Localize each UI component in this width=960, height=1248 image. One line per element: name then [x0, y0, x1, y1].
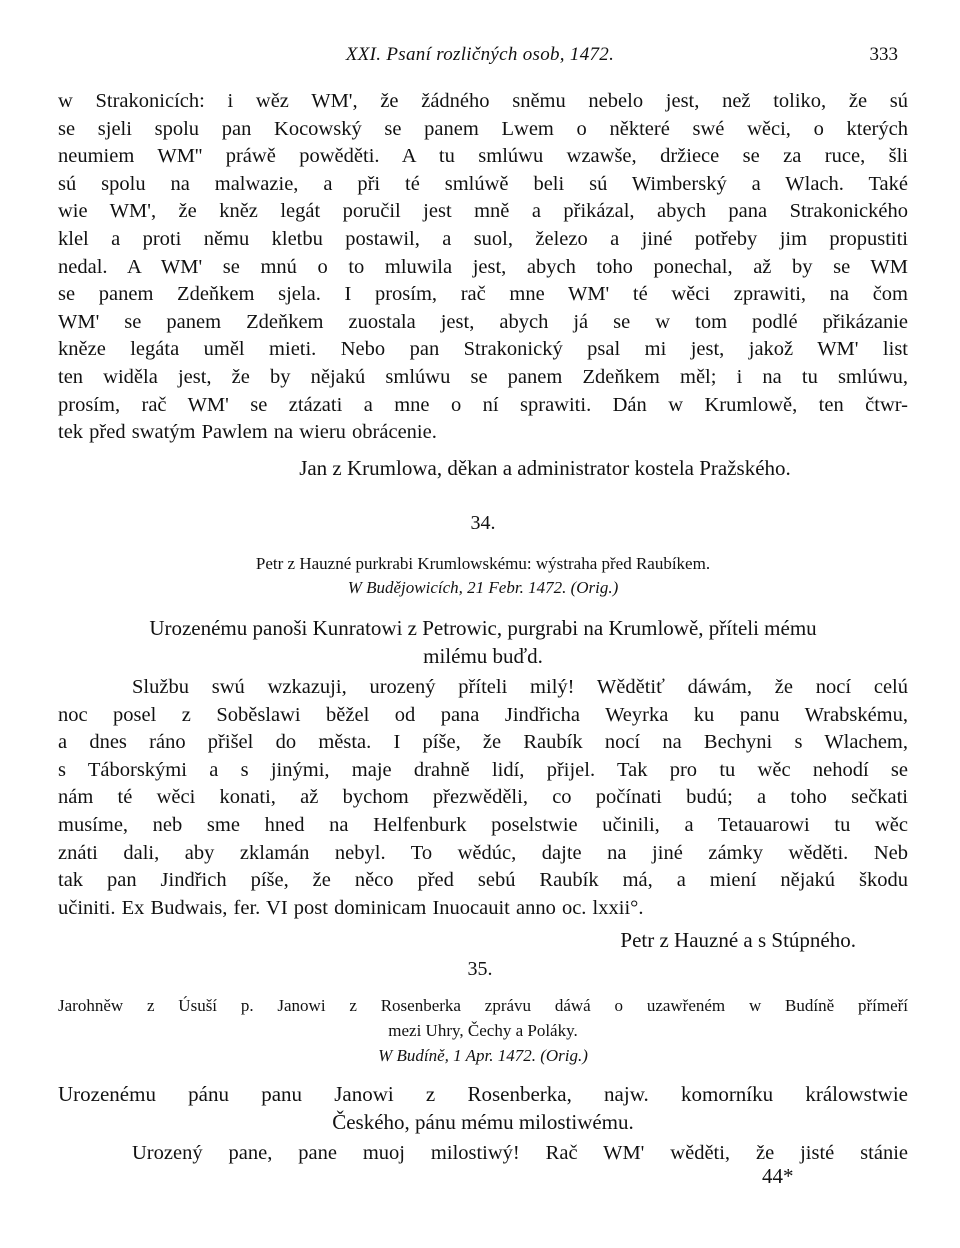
address-line: Českého, pánu mému milostiwému.	[332, 1110, 634, 1134]
text-line: a dnes ráno přišel do města. I píše, že Raubík nocí na Bechyni s Wlachem,	[58, 731, 908, 754]
text-line: Službu swú wzkazuji, urozený příteli milý! Wědětiť dáwám, že nocí celú	[132, 676, 908, 698]
text-line: musíme, neb sme hned na Helfenburk poselstwie učinili, a Tetauarowi tu wěc	[58, 813, 908, 836]
text-line: w Strakonicích: i wěz WM', že žádného sněmu nebelo jest, než toliko, že sú	[58, 90, 908, 112]
document-35-place-date: W Budíně, 1 Apr. 1472. (Orig.)	[378, 1046, 588, 1065]
letter-34-signature: Petr z Hauzné a s Stúpného.	[620, 928, 856, 952]
text-line: Urozený pane, pane muoj milostiwý! Rač WM' wěděti, že jisté stánie	[132, 1142, 908, 1164]
address-line: Urozenému pánu panu Janowi z Rosenberka, najw. komorníku králowstwie	[58, 1082, 908, 1106]
text-line: WM' se panem Zdeňkem zuostala jest, abych já se w tom podlé přikázanie	[58, 310, 908, 333]
document-35-regest-line2: mezi Uhry, Čechy a Poláky.	[388, 1021, 578, 1040]
document-34-place-date: W Budějowicích, 21 Febr. 1472. (Orig.)	[347, 578, 619, 597]
letter-34-body	[58, 674, 908, 922]
document-35-number: 35.	[467, 958, 493, 980]
text-line: prosím, rač WM' se ztázati a mne o ní sprawiti. Dán w Krumlowě, ten čtwr-	[58, 393, 908, 416]
letter-33-signature: Jan z Krumlowa, děkan a administrator kostela Pražského.	[299, 456, 791, 480]
text-line: nedal. A WM' se mnú o to mluwila jest, abych toho ponechal, až by se WM	[58, 255, 908, 278]
document-34-regest: Petr z Hauzné purkrabi Krumlowskému: wýstraha před Raubíkem.	[255, 554, 711, 573]
text-line: nám té wěci konati, až bychom přezwěděli, co počínati budú; a toho sečkati	[58, 786, 908, 809]
text-line: klel a proti němu kletbu postawil, a suol, železo a jiné potřeby jim propustiti	[58, 227, 908, 250]
text-line: kněze legáta uměl mieti. Nebo pan Strakonický psal mi jest, jakož WM' list	[58, 338, 908, 361]
text-line: neumiem WM'' práwě powěděti. A tu smlúwu wzawše, držiece se za ruce, šli	[58, 145, 908, 168]
text-line: se panem Zdeňkem sjela. I prosím, rač mne WM' té wěci zprawiti, na čom	[58, 283, 908, 306]
text-line: znáti dali, aby zklamán nebyl. To wědúc, dajte na jiné zámky wěděti. Neb	[58, 841, 908, 864]
text-line: noc posel z Soběslawi běžel od pana Jindřicha Weyrka ku panu Wrabskému,	[58, 703, 908, 726]
text-line: se sjeli spolu pan Kocowský se panem Lwem o některé swé wěci, o kterých	[58, 117, 908, 140]
letter-33-body	[58, 88, 908, 447]
text-line: ten widěla jest, že by nějakú smlúwu se panem Zdeňkem měl; i na tu smlúwu,	[58, 365, 908, 388]
sheet-signature: 44*	[762, 1164, 794, 1188]
text-line: wie WM', že kněz legát poručil jest mně a přikázal, abych pana Strakonického	[58, 200, 908, 223]
text-line: tak pan Jindřich píše, že něco před sebú Raubík má, a miení nějakú škodu	[58, 869, 908, 892]
document-35-address	[58, 1080, 908, 1136]
page-number: 333	[869, 44, 898, 65]
address-line: Urozenému panoši Kunratowi z Petrowic, purgrabi na Krumlowě, příteli mému	[149, 616, 817, 640]
text-line: sú spolu na malwazie, a při té smlúwě beli sú Wimberský a Wlach. Také	[58, 172, 908, 195]
text-line: učiniti. Ex Budwais, fer. VI post dominicam Inuocauit anno oc. lxxii°.	[58, 896, 644, 919]
address-line: milému buďd.	[423, 644, 543, 668]
running-header	[0, 44, 960, 72]
document-35-regest-line1: Jarohněw z Úsuší p. Janowi z Rosenberka zprávu dáwá o uzawřeném w Budíně přímeří	[58, 996, 908, 1015]
document-34-address	[58, 614, 908, 670]
text-line: tek před swatým Pawlem na wieru obrácenie.	[58, 421, 437, 444]
running-title: XXI. Psaní rozličných osob, 1472.	[345, 44, 615, 65]
text-line: s Táborskými a s jinými, maje drahně lidí, přijel. Tak pro tu wěc nehodí se	[58, 758, 908, 781]
document-34-number: 34.	[470, 512, 496, 534]
